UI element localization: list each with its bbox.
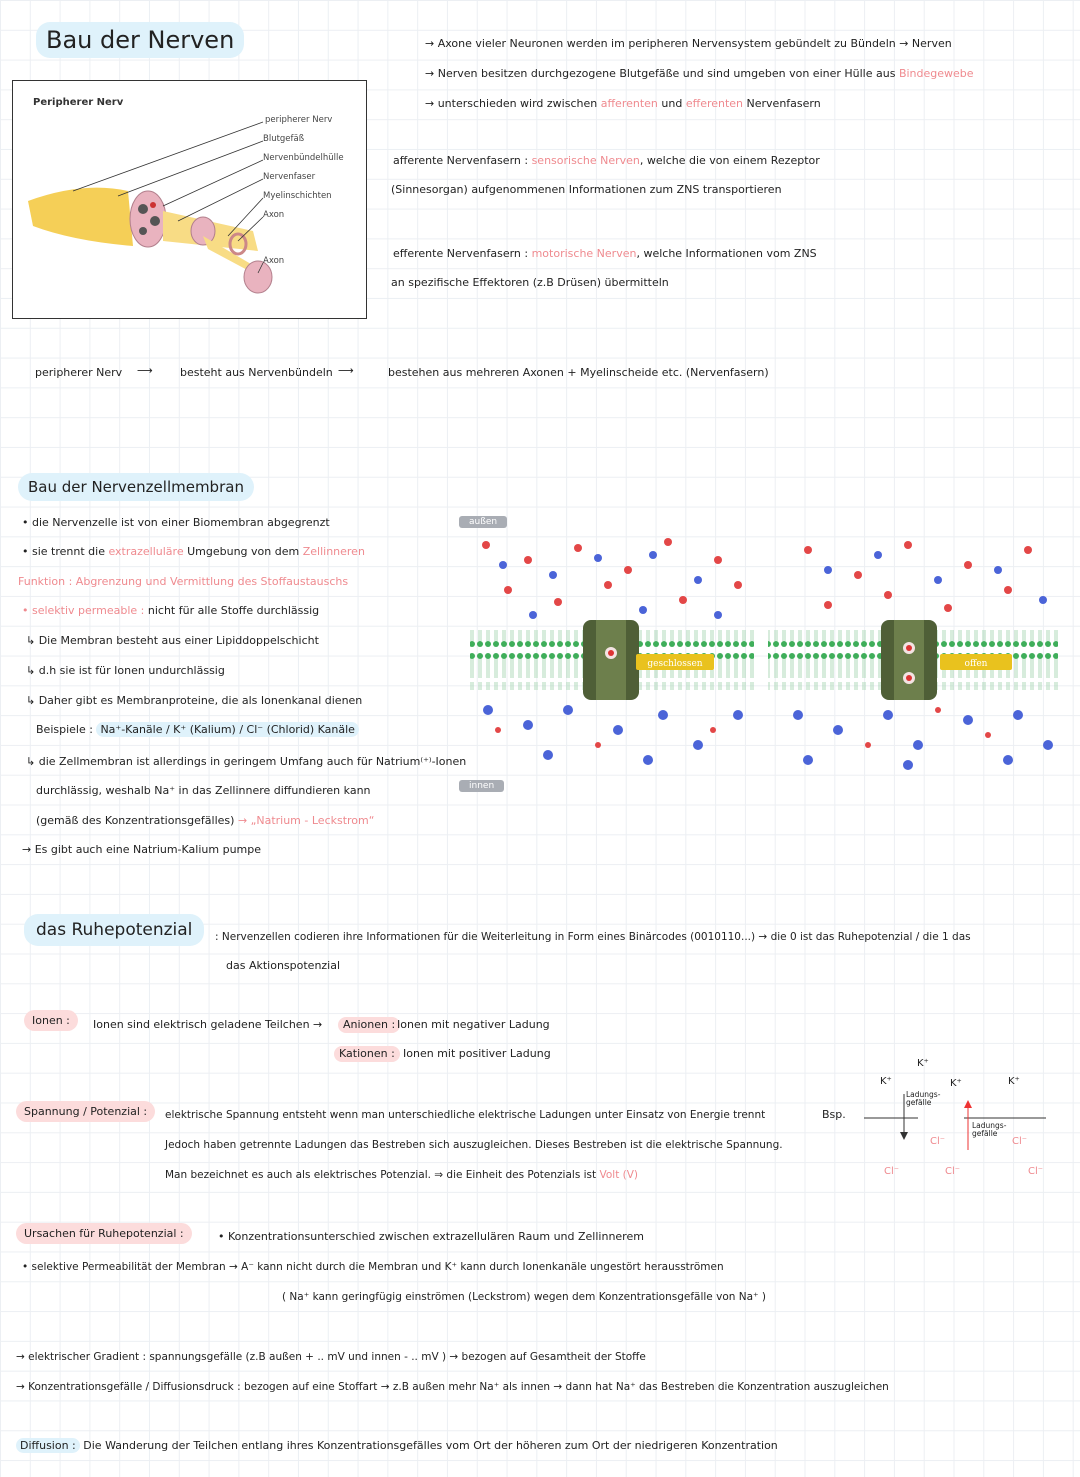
ion-channel-illustration xyxy=(468,530,1068,780)
voltage-l1: elektrische Spannung entsteht wenn man unterschiedliche elektrische Ladungen unter Einsatz von Energie trennt xyxy=(165,1109,766,1121)
membrane-function: Funktion : Abgrenzung und Vermittlung des Stoffaustauschs xyxy=(18,575,349,588)
label-inside: innen xyxy=(459,780,504,792)
rest-heading: das Ruhepotenzial xyxy=(24,914,204,946)
causes-l3: ( Na⁺ kann geringfügig einströmen (Leckstrom) wegen dem Konzentrationsgefälle von Na⁺ ) xyxy=(282,1291,766,1303)
causes-l1: • Konzentrationsunterschied zwischen extrazellulären Raum und Zellinnerem xyxy=(218,1230,644,1243)
membrane-l8: Beispiele : Na⁺-Kanäle / K⁺ (Kalium) / Cl⁻ (Chlorid) Kanäle xyxy=(36,723,359,737)
label-myelin: Myelinschichten xyxy=(263,191,332,201)
membrane-l6: ↳ d.h sie ist für Ionen undurchlässig xyxy=(26,664,225,677)
label-outside: außen xyxy=(459,516,507,528)
membrane-heading: Bau der Nervenzellmembran xyxy=(18,473,254,501)
chain-nerve: peripherer Nerv xyxy=(35,366,123,379)
membrane-l11: (gemäß des Konzentrationsgefälles) → „Natrium - Leckstrom“ xyxy=(36,814,375,827)
voltage-label: Spannung / Potenzial : xyxy=(16,1101,155,1122)
figure-heading: Peripherer Nerv xyxy=(33,97,124,108)
cl-ion-5: Cl⁻ xyxy=(1012,1136,1028,1147)
example-label: Bsp. xyxy=(822,1108,846,1121)
causes-l2: • selektive Permeabilität der Membran → A⁻ kann nicht durch die Membran und K⁺ kann durch Ionenkanäle ungestört herausströmen xyxy=(22,1261,724,1273)
cl-ion-2: Cl⁻ xyxy=(884,1166,900,1177)
label-nerve-fiber: Nervenfaser xyxy=(263,172,316,182)
afferent-line1: afferente Nervenfasern : sensorische Nerven, welche die von einem Rezeptor xyxy=(393,154,820,167)
label-peripheral-nerve: peripherer Nerv xyxy=(265,115,333,125)
membrane-l12: → Es gibt auch eine Natrium-Kalium pumpe xyxy=(22,843,262,856)
label-axon-2: Axon xyxy=(263,256,285,266)
efferent-line2: an spezifische Effektoren (z.B Drüsen) übermitteln xyxy=(391,276,669,289)
label-bundle-sheath: Nervenbündelhülle xyxy=(263,153,344,163)
gradient-label-1: Ladungs-gefälle xyxy=(906,1090,941,1107)
rest-l2: das Aktionspotenzial xyxy=(226,959,341,972)
membrane-l10: durchlässig, weshalb Na⁺ in das Zellinnere diffundieren kann xyxy=(36,784,371,797)
efferent-line1: efferente Nervenfasern : motorische Nerven, welche Informationen vom ZNS xyxy=(393,247,817,260)
k-ion-2: K⁺ xyxy=(917,1058,929,1069)
voltage-l3: Man bezeichnet es auch als elektrisches Potenzial. ⇒ die Einheit des Potenzials ist Volt (V) xyxy=(165,1169,639,1181)
k-ion-1: K⁺ xyxy=(880,1076,892,1087)
chain-bundles: besteht aus Nervenbündeln xyxy=(180,366,333,379)
afferent-line2: (Sinnesorgan) aufgenommenen Informationen zum ZNS transportieren xyxy=(391,183,782,196)
ions-label: Ionen : xyxy=(24,1010,78,1031)
rest-l1: : Nervenzellen codieren ihre Informationen für die Weiterleitung in Form eines Binärcodes (0010110...) → die 0 ist das Ruhepotenzial / die 1 das xyxy=(215,931,971,943)
chain-arrow-1: ⟶ xyxy=(137,364,153,377)
k-ion-4: K⁺ xyxy=(1008,1076,1020,1087)
label-closed: geschlossen xyxy=(647,659,703,669)
membrane-l5: ↳ Die Membran besteht aus einer Lipiddoppelschicht xyxy=(26,634,319,647)
cl-ion-4: Cl⁻ xyxy=(1028,1166,1044,1177)
anion-text: Ionen mit negativer Ladung xyxy=(397,1018,550,1031)
cl-ion-3: Cl⁻ xyxy=(945,1166,961,1177)
membrane-l1: • die Nervenzelle ist von einer Biomembran abgegrenzt xyxy=(22,516,330,529)
causes-label: Ursachen für Ruhepotenzial : xyxy=(16,1223,192,1244)
page-title: Bau der Nerven xyxy=(36,22,244,58)
kation-text: Ionen mit positiver Ladung xyxy=(403,1047,551,1060)
causes-l5: → Konzentrationsgefälle / Diffusionsdruck : bezogen auf eine Stoffart → z.B außen mehr Na⁺ als innen → dann hat Na⁺ das Bestreben die Konzentration auszugleichen xyxy=(16,1381,889,1393)
note-nerves-blood-vessels: → Nerven besitzen durchgezogene Blutgefäße und sind umgeben von einer Hülle aus Bindegewebe xyxy=(425,67,974,80)
chain-axons: bestehen aus mehreren Axonen + Myelinscheide etc. (Nervenfasern) xyxy=(388,366,769,379)
membrane-l7: ↳ Daher gibt es Membranproteine, die als Ionenkanal dienen xyxy=(26,694,363,707)
k-ion-3: K⁺ xyxy=(950,1078,962,1089)
membrane-l4: • selektiv permeable : nicht für alle Stoffe durchlässig xyxy=(22,604,320,617)
membrane-l9: ↳ die Zellmembran ist allerdings in geringem Umfang auch für Natrium⁽⁺⁾-Ionen xyxy=(26,755,467,768)
voltage-l2: Jedoch haben getrennte Ladungen das Bestreben sich auszugleichen. Dieses Bestreben ist die elektrische Spannung. xyxy=(165,1139,783,1151)
membrane-l2: • sie trennt die extrazelluläre Umgebung von dem Zellinneren xyxy=(22,545,365,558)
chain-arrow-2: ⟶ xyxy=(338,364,354,377)
causes-l4: → elektrischer Gradient : spannungsgefälle (z.B außen + .. mV und innen - .. mV ) → bezogen auf Gesamtheit der Stoffe xyxy=(16,1351,646,1363)
note-axon-bundles: → Axone vieler Neuronen werden im peripheren Nervensystem gebündelt zu Bündeln → Nerven xyxy=(425,37,952,50)
ions-l1: Ionen sind elektrisch geladene Teilchen → xyxy=(93,1018,323,1031)
cl-ion-1: Cl⁻ xyxy=(930,1136,946,1147)
anion-label: Anionen : xyxy=(338,1017,400,1033)
label-blood-vessel: Blutgefäß xyxy=(263,134,305,144)
label-axon-1: Axon xyxy=(263,210,285,220)
peripheral-nerve-figure xyxy=(12,80,367,319)
gradient-label-2: Ladungs-gefälle xyxy=(972,1121,1007,1138)
kation-label: Kationen : xyxy=(334,1046,400,1062)
diffusion-def: Diffusion : Die Wanderung der Teilchen entlang ihres Konzentrationsgefälles vom Ort der höheren zum Ort der niedrigeren Konzentration xyxy=(16,1439,778,1453)
note-distinguish: → unterschieden wird zwischen afferenten und efferenten Nervenfasern xyxy=(425,97,821,110)
label-open: offen xyxy=(964,659,988,669)
